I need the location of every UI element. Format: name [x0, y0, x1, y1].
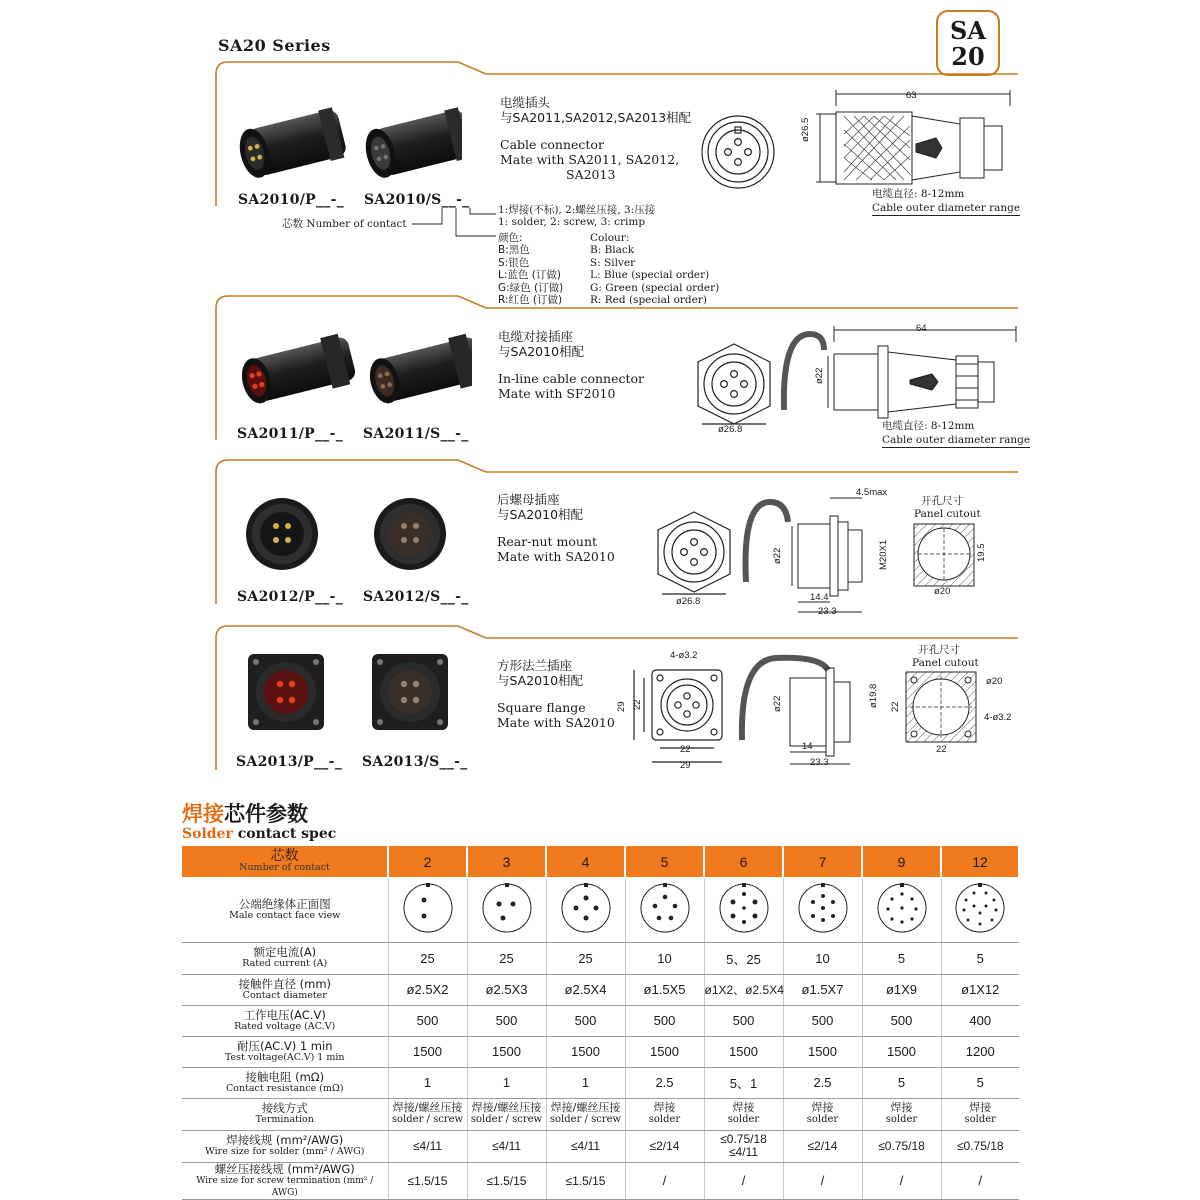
- table-cell: /: [941, 1162, 1019, 1199]
- table-row: [182, 974, 1019, 1005]
- table-cell: 1500: [546, 1036, 625, 1067]
- table-cell: ø1X9: [862, 974, 941, 1005]
- table-cell: ≤4/11: [546, 1130, 625, 1162]
- desc-en-2: Mate with SA2010: [497, 715, 615, 730]
- row-label: [182, 942, 388, 974]
- dim-diameter: ø26.5: [800, 117, 811, 142]
- spec-title-orange: 焊接: [182, 802, 224, 826]
- row-label: [182, 1130, 388, 1162]
- table-cell: 2.5: [625, 1067, 704, 1098]
- face-view-3: [467, 878, 546, 942]
- face-view-2: [388, 878, 467, 942]
- table-cell: ø2.5X4: [546, 974, 625, 1005]
- table-row: [182, 942, 1019, 974]
- table-cell: [783, 1098, 862, 1130]
- row-en: Termination: [255, 1114, 314, 1125]
- table-cell: 500: [704, 1005, 783, 1036]
- table-cell: [467, 1098, 546, 1130]
- row-zh: 接线方式: [261, 1101, 308, 1115]
- table-cell: ≤0.75/18: [941, 1130, 1019, 1162]
- row-label: [182, 1005, 388, 1036]
- contacts-en: Number of contact: [306, 218, 407, 230]
- colour-en-line: R: Red (special order): [590, 294, 707, 307]
- desc-en-1: In-line cable connector: [498, 371, 645, 386]
- table-cell: 5、25: [704, 942, 783, 974]
- table-cell: 5: [941, 942, 1019, 974]
- dim-front-diameter: ø26.8: [676, 596, 701, 607]
- spec-title-black: 芯件参数: [224, 802, 308, 826]
- table-row: [182, 1130, 1019, 1162]
- dim-front-diameter: ø26.8: [718, 424, 743, 435]
- table-cell: [546, 1098, 625, 1130]
- table-row: [182, 1036, 1019, 1067]
- table-cell: [704, 1130, 783, 1162]
- table-cell: ø1.5X7: [783, 974, 862, 1005]
- dim-b: 23.3: [818, 606, 837, 617]
- spec-subtitle: [182, 826, 336, 842]
- table-cell: ø2.5X3: [467, 974, 546, 1005]
- table-cell: /: [862, 1162, 941, 1199]
- table-cell: 1500: [704, 1036, 783, 1067]
- dim-a: 14: [802, 741, 813, 752]
- table-cell: ≤2/14: [783, 1130, 862, 1162]
- table-cell: 2.5: [783, 1067, 862, 1098]
- desc-en-1: Rear-nut mount: [497, 534, 598, 549]
- table-cell: 25: [388, 942, 467, 974]
- part-number-socket: SA2011/S__-_: [363, 426, 469, 442]
- desc-zh-1: 电缆插头: [500, 95, 551, 110]
- table-cell: ø2.5X2: [388, 974, 467, 1005]
- table-cell: [704, 1098, 783, 1130]
- cutout-zh: 开孔尺寸: [921, 495, 963, 507]
- sa2013-front-view: [628, 662, 732, 772]
- header-label: [182, 846, 388, 878]
- termination-en: 1: solder, 2: screw, 3: crimp: [498, 216, 646, 229]
- desc-zh-1: 电缆对接插座: [498, 329, 574, 344]
- dim-length: 64: [916, 323, 927, 334]
- colour-zh-line: L:蓝色 (订做): [498, 269, 561, 282]
- table-row: [182, 1162, 1019, 1199]
- termination-zh: 1:焊接(不标), 2:螺丝压接, 3:压接: [498, 204, 656, 216]
- termination-code: [498, 204, 655, 229]
- cell-en: solder / screw: [470, 1114, 543, 1125]
- face-zh: 公端绝缘体正面图: [238, 897, 331, 912]
- spec-sub-orange: Solder: [182, 826, 233, 842]
- contacts-label: [282, 218, 407, 230]
- colour-zh-line: S:银色: [498, 256, 530, 269]
- part-number-socket: SA2012/S__-_: [363, 589, 469, 605]
- table-row: [182, 1005, 1019, 1036]
- series-title: SA20 Series: [218, 36, 331, 55]
- desc-zh-2: 与SA2010相配: [497, 673, 584, 688]
- desc-en-2: Mate with SF2010: [498, 386, 616, 401]
- table-cell: 1500: [388, 1036, 467, 1067]
- row-label: [182, 1036, 388, 1067]
- column-header: 4: [546, 846, 625, 878]
- cell-zh: 焊接/螺丝压接: [550, 1101, 621, 1114]
- row-zh: 工作电压(AC.V): [243, 1007, 326, 1022]
- table-cell: 5: [862, 1067, 941, 1098]
- table-cell: 10: [625, 942, 704, 974]
- dim-length: 63: [906, 90, 917, 101]
- dim-thread: M20X1: [878, 539, 889, 570]
- cell-en: solder: [806, 1114, 839, 1125]
- table-cell: ≤4/11: [467, 1130, 546, 1162]
- dim-diameter: ø22: [814, 367, 825, 384]
- colour-zh-line: 颜色:: [498, 232, 523, 244]
- row-zh: 耐压(AC.V) 1 min: [236, 1038, 333, 1053]
- table-cell: ≤1.5/15: [467, 1162, 546, 1199]
- cutout-holes: 4-ø3.2: [984, 712, 1012, 723]
- row-en: Rated voltage (AC.V): [234, 1020, 336, 1032]
- contacts-zh: 芯数: [282, 218, 303, 230]
- row-zh: 接触电阻 (mΩ): [245, 1069, 325, 1084]
- table-cell: 1500: [862, 1036, 941, 1067]
- desc-en-2: Mate with SA2010: [497, 549, 615, 564]
- dim-max: 4.5max: [856, 487, 888, 498]
- dim-inner-diameter: ø19.8: [868, 683, 879, 708]
- dim-b: 23.3: [810, 757, 829, 768]
- table-cell: 1500: [625, 1036, 704, 1067]
- table-cell: 500: [546, 1005, 625, 1036]
- face-view-5: [625, 878, 704, 942]
- sa2013-panel-cutout: [902, 670, 982, 746]
- section-description: [498, 329, 644, 401]
- header-zh: 芯数: [270, 847, 299, 864]
- table-cell: ≤0.75/18: [862, 1130, 941, 1162]
- column-header: 12: [941, 846, 1019, 878]
- sa2012-front-view: [652, 508, 736, 600]
- colour-code-en: [590, 232, 719, 306]
- desc-en-1: Cable connector: [500, 137, 604, 152]
- dim-holes: 4-ø3.2: [670, 650, 698, 661]
- table-cell: 25: [546, 942, 625, 974]
- table-cell: ≤1.5/15: [388, 1162, 467, 1199]
- row-en: Wire size for solder (mm² / AWG): [205, 1146, 365, 1157]
- table-cell: 1200: [941, 1036, 1019, 1067]
- face-view-9: [862, 878, 941, 942]
- cell-zh: 焊接: [732, 1101, 755, 1114]
- table-cell: ø1X2、ø2.5X4: [704, 974, 783, 1005]
- cell-en: solder: [885, 1114, 918, 1125]
- table-header-row: [182, 846, 1019, 878]
- face-view-12: [941, 878, 1019, 942]
- face-view-7: [783, 878, 862, 942]
- part-number-socket: SA2010/S__-_: [364, 192, 470, 208]
- colour-en-line: L: Blue (special order): [590, 269, 710, 282]
- table-cell: [388, 1098, 467, 1130]
- dim-22-horizontal: 22: [680, 744, 691, 755]
- table-cell: 5、1: [704, 1067, 783, 1098]
- part-number-plug: SA2012/P__-_: [237, 589, 343, 605]
- cell-line: ≤4/11: [728, 1145, 759, 1159]
- dim-a: 14.4: [810, 592, 829, 603]
- cell-zh: 焊接/螺丝压接: [392, 1101, 463, 1114]
- sa2013-product-photo: [240, 646, 480, 746]
- cutout-height: 19.5: [976, 543, 987, 562]
- table-cell: 500: [467, 1005, 546, 1036]
- table-cell: 5: [862, 942, 941, 974]
- part-number-plug: SA2010/P__-_: [238, 192, 344, 208]
- dim-29-horizontal: 29: [680, 760, 691, 771]
- cable-range-en: Cable outer diameter range: [872, 202, 1021, 214]
- table-cell: 10: [783, 942, 862, 974]
- column-header: 3: [467, 846, 546, 878]
- face-view-6: [704, 878, 783, 942]
- sa2011-product-photo: [232, 322, 472, 418]
- table-cell: 25: [467, 942, 546, 974]
- row-zh: 螺丝压接线规 (mm²/AWG): [214, 1161, 355, 1176]
- row-label: [182, 974, 388, 1005]
- table-cell: 400: [941, 1005, 1019, 1036]
- cell-zh: 焊接: [969, 1101, 992, 1114]
- table-cell: 1500: [783, 1036, 862, 1067]
- colour-code-zh: [498, 232, 563, 306]
- table-cell: 500: [862, 1005, 941, 1036]
- cable-range-zh: 电缆直径: 8-12mm: [882, 420, 975, 432]
- table-row: [182, 1098, 1019, 1130]
- table-cell: [862, 1098, 941, 1130]
- row-label: [182, 1067, 388, 1098]
- desc-en-1: Square flange: [497, 700, 586, 715]
- desc-zh-2: 与SA2010相配: [498, 344, 585, 359]
- sa2013-side-drawing: [736, 652, 886, 772]
- table-cell: 1: [546, 1067, 625, 1098]
- cutout-vertical: 22: [890, 701, 901, 712]
- section-description: [497, 658, 615, 730]
- table-cell: 1: [467, 1067, 546, 1098]
- table-row: [182, 1067, 1019, 1098]
- table-cell: [625, 1098, 704, 1130]
- table-cell: 1: [388, 1067, 467, 1098]
- section-description: [497, 492, 615, 564]
- cutout-diameter: ø20: [986, 676, 1003, 687]
- spec-sub-black: contact spec: [232, 826, 337, 842]
- desc-en-2: Mate with SA2011, SA2012,: [500, 152, 680, 167]
- table-cell: 500: [783, 1005, 862, 1036]
- header-en: Number of contact: [239, 861, 330, 873]
- row-label: [182, 1162, 388, 1199]
- row-zh: 焊接线规 (mm²/AWG): [226, 1133, 344, 1147]
- colour-en-line: G: Green (special order): [590, 281, 720, 294]
- table-cell: ø1.5X5: [625, 974, 704, 1005]
- table-row: [182, 878, 1019, 942]
- cell-zh: 焊接: [653, 1101, 676, 1114]
- table-cell: /: [783, 1162, 862, 1199]
- table-cell: 500: [625, 1005, 704, 1036]
- colour-zh-line: G:绿色 (订做): [498, 281, 564, 294]
- column-header: 2: [388, 846, 467, 878]
- face-en: Male contact face view: [229, 910, 341, 922]
- desc-zh-1: 后螺母插座: [497, 492, 560, 507]
- table-cell: ø1X12: [941, 974, 1019, 1005]
- cutout-zh: 开孔尺寸: [918, 644, 960, 656]
- dim-diameter: ø22: [772, 695, 783, 712]
- colour-zh-line: R:红色 (订做): [498, 294, 563, 307]
- cell-line: ≤0.75/18: [720, 1132, 767, 1146]
- sa2011-front-view: [692, 340, 776, 436]
- desc-zh-1: 方形法兰插座: [497, 658, 573, 673]
- desc-zh-2: 与SA2010相配: [497, 507, 584, 522]
- face-view-4: [546, 878, 625, 942]
- cable-range-zh: 电缆直径: 8-12mm: [872, 188, 965, 200]
- row-label: [182, 1098, 388, 1130]
- table-cell: ≤1.5/15: [546, 1162, 625, 1199]
- table-cell: [941, 1098, 1019, 1130]
- cutout-horizontal: 22: [936, 744, 947, 755]
- spec-title: [182, 798, 308, 828]
- cutout-en: Panel cutout: [912, 657, 979, 669]
- cell-zh: 焊接/螺丝压接: [471, 1101, 542, 1114]
- sa2012-product-photo: [240, 488, 480, 580]
- row-zh: 额定电流(A): [253, 945, 317, 959]
- table-cell: ≤2/14: [625, 1130, 704, 1162]
- dim-diameter: ø22: [772, 547, 783, 564]
- badge-line-1: SA: [950, 16, 986, 45]
- column-header: 7: [783, 846, 862, 878]
- desc-zh-2: 与SA2011,SA2012,SA2013相配: [500, 110, 692, 125]
- row-en: Test voltage(AC.V) 1 min: [224, 1051, 345, 1063]
- cutout-diameter: ø20: [934, 586, 951, 597]
- cell-en: solder / screw: [549, 1114, 622, 1125]
- column-header: 9: [862, 846, 941, 878]
- table-cell: /: [704, 1162, 783, 1199]
- row-en: Contact resistance (mΩ): [225, 1082, 344, 1094]
- cable-range-en: Cable outer diameter range: [882, 434, 1031, 446]
- part-number-plug: SA2013/P__-_: [236, 754, 342, 770]
- row-en: Rated current (A): [242, 958, 328, 969]
- cell-en: solder: [727, 1114, 760, 1125]
- cell-en: solder: [648, 1114, 681, 1125]
- cell-en: solder / screw: [391, 1114, 464, 1125]
- column-header: 5: [625, 846, 704, 878]
- row-label: [182, 878, 388, 942]
- column-header: 6: [704, 846, 783, 878]
- cell-en: solder: [964, 1114, 996, 1125]
- colour-en-line: S: Silver: [590, 256, 636, 269]
- desc-en-3: SA2013: [566, 167, 616, 182]
- row-zh: 接触件直径 (mm): [238, 976, 332, 991]
- colour-en-line: B: Black: [590, 244, 635, 257]
- cell-zh: 焊接: [811, 1101, 834, 1114]
- part-number-plug: SA2011/P__-_: [237, 426, 343, 442]
- table-cell: ≤4/11: [388, 1130, 467, 1162]
- badge-line-2: 20: [951, 42, 985, 71]
- table-cell: /: [625, 1162, 704, 1199]
- dim-22-vertical: 22: [632, 699, 643, 710]
- cutout-en: Panel cutout: [914, 508, 981, 520]
- row-en: Contact diameter: [242, 989, 327, 1001]
- table-cell: 500: [388, 1005, 467, 1036]
- dim-29-vertical: 29: [616, 701, 627, 712]
- row-en: Wire size for screw termination (mm² / AWG): [196, 1175, 374, 1198]
- solder-contact-spec-table: [182, 846, 1020, 1200]
- table-cell: 5: [941, 1067, 1019, 1098]
- colour-zh-line: B:黑色: [498, 244, 530, 257]
- colour-en-line: Colour:: [590, 232, 630, 244]
- cell-zh: 焊接: [890, 1101, 913, 1114]
- part-number-socket: SA2013/S__-_: [362, 754, 468, 770]
- table-cell: 1500: [467, 1036, 546, 1067]
